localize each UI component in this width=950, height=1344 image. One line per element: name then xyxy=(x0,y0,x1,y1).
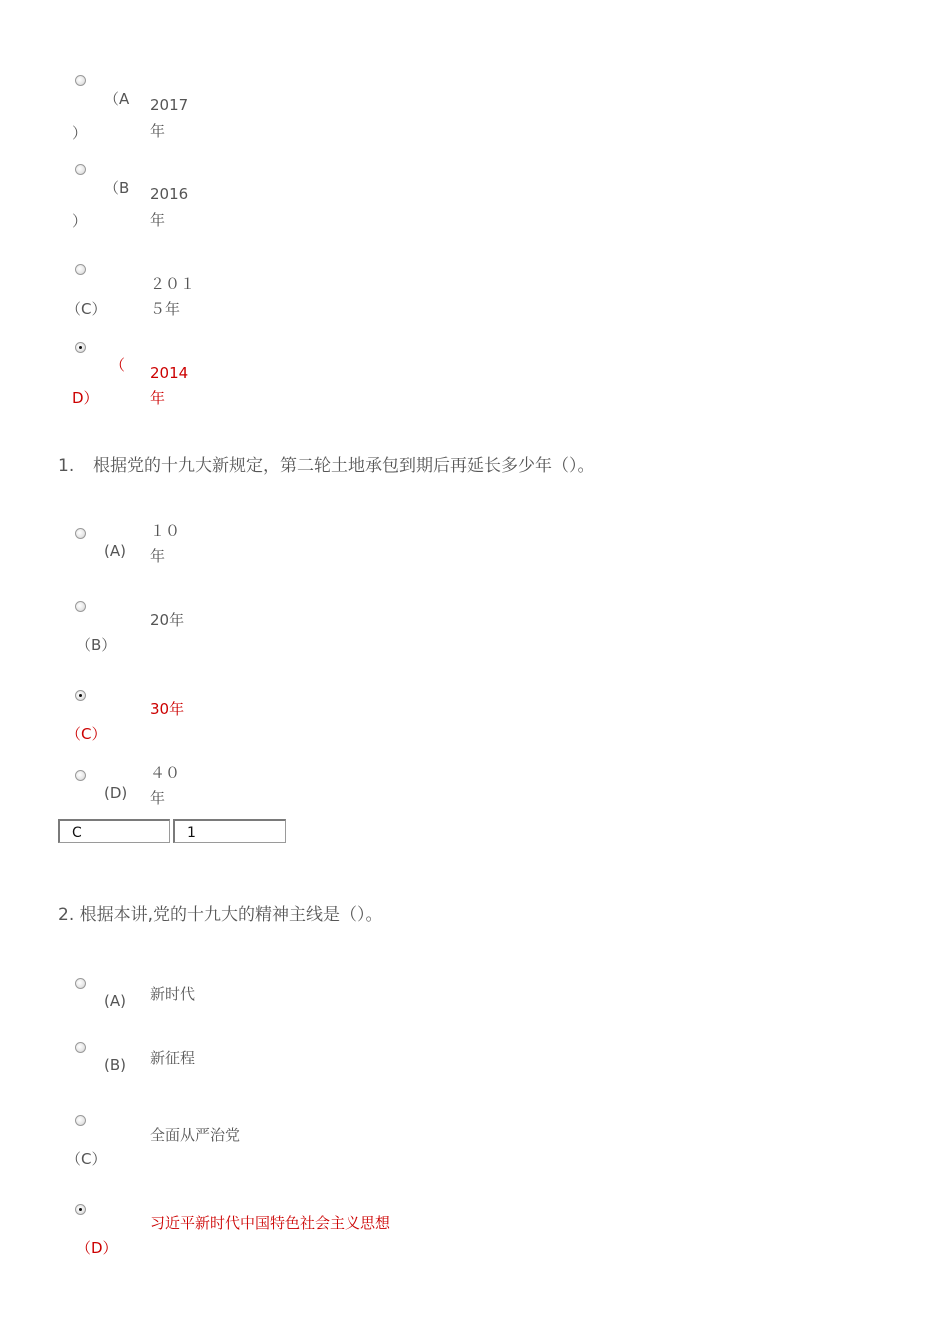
option-text: 全面从严治党 xyxy=(150,1126,241,1144)
radio-q0-b[interactable] xyxy=(75,164,86,175)
option-text: 年 xyxy=(150,547,166,565)
option-text: 2014 xyxy=(150,364,189,382)
option-text: 20年 xyxy=(150,611,185,629)
option-text: ５年 xyxy=(150,300,181,318)
option-text: 30年 xyxy=(150,700,185,718)
option-text: 年 xyxy=(150,122,166,140)
option-letter: （B xyxy=(104,179,130,197)
option-letter: （D） xyxy=(76,1239,118,1257)
option-text: 年 xyxy=(150,789,166,807)
option-text: ２０１ xyxy=(150,275,196,293)
option-text: 新时代 xyxy=(150,985,196,1003)
option-text: 习近平新时代中国特色社会主义思想 xyxy=(150,1214,391,1232)
radio-q0-a[interactable] xyxy=(75,75,86,86)
radio-q0-c[interactable] xyxy=(75,264,86,275)
option-letter: (B) xyxy=(104,1056,126,1074)
radio-q1-d[interactable] xyxy=(75,770,86,781)
radio-q2-a[interactable] xyxy=(75,978,86,989)
question-text: 2. 根据本讲,党的十九大的精神主线是（）。 xyxy=(58,905,383,925)
option-letter: (D) xyxy=(104,784,128,802)
radio-q1-c[interactable] xyxy=(75,690,86,701)
radio-q1-a[interactable] xyxy=(75,528,86,539)
option-text: 年 xyxy=(150,389,166,407)
option-text: １０ xyxy=(150,522,181,540)
option-letter: （C） xyxy=(66,1150,107,1168)
option-letter: ） xyxy=(72,212,88,230)
score-field[interactable]: 1 xyxy=(173,819,286,843)
radio-q0-d[interactable] xyxy=(75,342,86,353)
option-letter: （A xyxy=(104,90,130,108)
option-text: 2017 xyxy=(150,96,189,114)
radio-q1-b[interactable] xyxy=(75,601,86,612)
option-text: ４０ xyxy=(150,764,181,782)
radio-q2-d[interactable] xyxy=(75,1204,86,1215)
option-letter: (A) xyxy=(104,992,126,1010)
option-text: 年 xyxy=(150,211,166,229)
radio-q2-c[interactable] xyxy=(75,1115,86,1126)
answer-field[interactable]: C xyxy=(58,819,170,843)
option-text: 2016 xyxy=(150,185,189,203)
radio-q2-b[interactable] xyxy=(75,1042,86,1053)
option-letter: （ xyxy=(110,356,126,374)
option-letter: （B） xyxy=(76,636,117,654)
option-letter: （C） xyxy=(66,300,107,318)
option-text: 新征程 xyxy=(150,1049,196,1067)
option-letter: (A) xyxy=(104,542,126,560)
question-text: 根据党的十九大新规定，第二轮土地承包到期后再延长多少年（）。 xyxy=(93,456,595,476)
option-letter: D） xyxy=(72,389,99,407)
option-letter: ） xyxy=(72,124,88,142)
option-letter: （C） xyxy=(66,725,107,743)
question-number: 1. xyxy=(58,456,75,476)
